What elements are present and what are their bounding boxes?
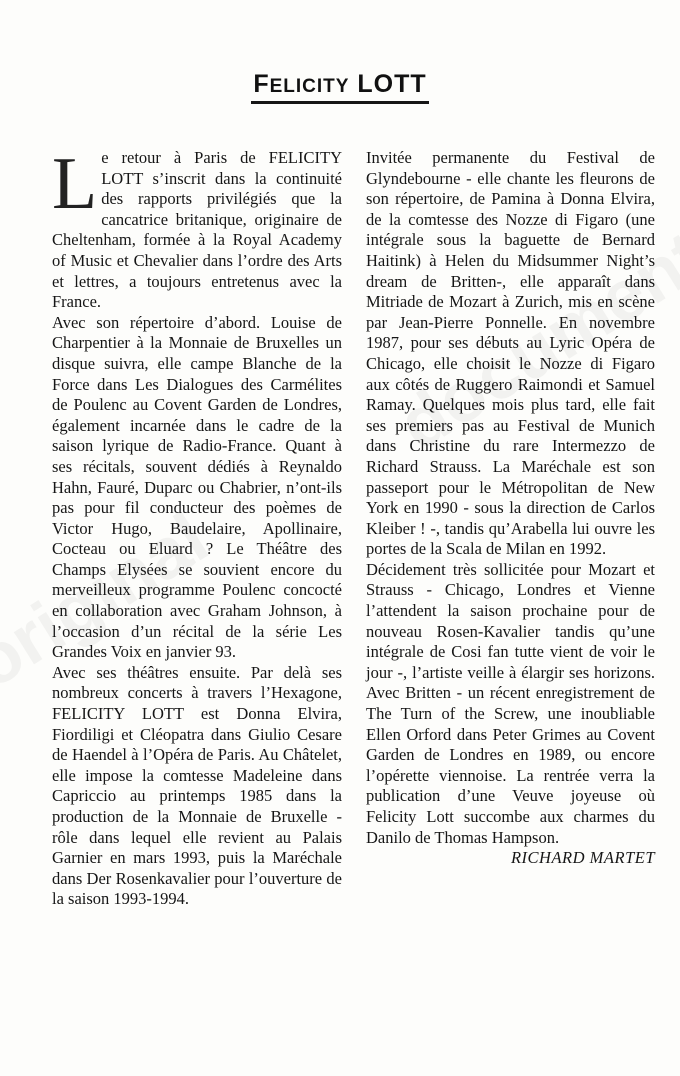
article-paragraph: Le retour à Paris de FELICITY LOTT s’inscrit dans la continuité des rapports privilégiés que la cancatrice britanique, originaire de Cheltenham, formée à la Royal Academy of Music et Chevalier dans l’ordre des Arts et lettres, a toujours entretenus avec la France.: [52, 143, 342, 312]
page-title: FELICITY LOTT: [251, 70, 428, 104]
article-paragraph: Décidement très sollicitée pour Mozart et Strauss - Chicago, Londres et Vienne l’attendent la saison prochaine pour de nouveau Rosen-Kavalier tandis qu’une intégrale de Cosi fan tutte vient de voir le jour -, l’artiste veille à élargir ses horizons. Avec Britten - un récent enregistrement de The Turn of the Screw, une inoubliable Ellen Orford dans Peter Grimes au Covent Garden de Londres en 1989, ou encore l’opérette viennoise. La rentrée verra la publication d’une Veuve joyeuse où Felicity Lott succombe aux charmes du Danilo de Thomas Hampson.: [366, 559, 655, 847]
article-right-column: [366, 148, 655, 885]
article-paragraph: Avec son répertoire d’abord. Louise de Charpentier à la Monnaie de Bruxelles un disque suivra, elle campe Blanche de la Force dans Les Dialogues des Carmélites de Poulenc au Covent Garden de Londres, également incarnée dans le cadre de la saison lyrique de Radio-France. Quant à ses récitals, souvent dédiés à Reynaldo Hahn, Fauré, Duparc ou Chabrier, n’ont-ils pas pour fil conducteur des poèmes de Victor Hugo, Baudelaire, Apollinaire, Cocteau ou Eluard ? Le Théâtre des Champs Elysées se souvient encore du merveilleux programme Poulenc concocté en collaboration avec Graham Johnson, à l’occasion d’un récital de la série Les Grandes Voix en janvier 93.: [52, 312, 342, 662]
author-signature: RICHARD MARTET: [510, 848, 655, 868]
article-paragraph: Avec ses théâtres ensuite. Par delà ses nombreux concerts à travers l’Hexagone, FELICITY LOTT est Donna Elvira, Fiordiligi et Cléopatra dans Giulio Cesare de Haendel à l’Opéra de Paris. Au Châtelet, elle impose la comtesse Madeleine dans Capriccio au printemps 1985 dans la production de la Monnaie de Bruxelle - rôle dans lequel elle revient au Palais Garnier en mars 1993, puis la Maréchale dans Der Rosenkavalier pour l’ouverture de la saison 1993-1994.: [52, 662, 342, 909]
header: [0, 70, 680, 104]
article-left-column: [52, 143, 342, 910]
article-paragraph: Invitée permanente du Festival de Glyndebourne - elle chante les fleurons de son répertoire, de Pamina à Donna Elvira, de la comtesse des Nozze di Figaro (une intégrale sous la baguette de Bernard Haitink) à Helen du Midsummer Night’s dream de Britten-, elle apparaît dans Mitriade de Mozart à Zurich, mis en scène par Jean-Pierre Ponnelle. En novembre 1987, pour ses débuts au Lyric Opéra de Chicago, elle choisit le Nozze di Figaro aux côtés de Ruggero Raimondi et Samuel Ramay. Quelques mois plus tard, elle fait ses premiers pas au Festival de Munich dans Christine du rare Intermezzo de Richard Strauss. La Maréchale est son passeport pour le Métropolitan de New York en 1990 - sous la direction de Carlos Kleiber ! -, tandis qu’Arabella lui ouvre les portes de la Scala de Milan en 1992.: [366, 148, 655, 559]
drop-cap: L: [52, 143, 98, 225]
